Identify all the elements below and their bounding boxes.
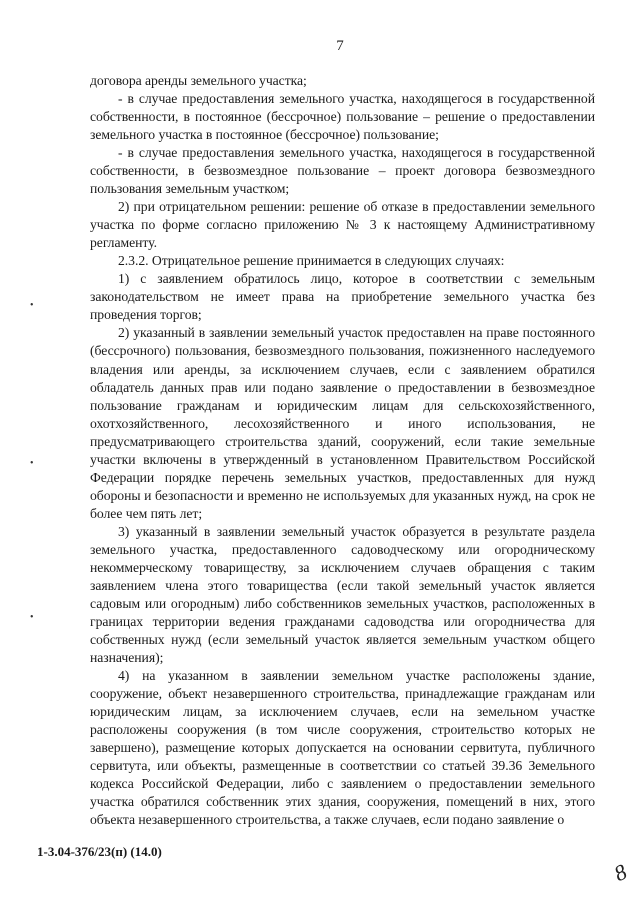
paragraph-6: 2) указанный в заявлении земельный участок предоставлен на праве постоянного (бессрочного) пользования, безвозмездного пользования, пожизненного наследуемого владения или аренды, за исключением случаев, если с заявлением обратился обладатель данных прав или подано заявление о предоставлении в безвозмездное пользование гражданам и юридическим лицам для сельскохозяйственного, охотхозяйственного, лесохозяйственного и иного использования, не предусматривающего строительства зданий, сооружений, если такие земельные участки включены в утвержденный в установленном Правительством Российской Федерации порядке перечень земельных участков, предоставленных для нужд обороны и безопасности и временно не используемых для указанных нужд, на срок не более чем пять лет; [90,325,595,521]
paragraph-5: 1) с заявлением обратилось лицо, которое в соответствии с земельным законодательством не имеет права на приобретение земельного участка без проведения торгов; [90,271,595,323]
paragraph-8: 4) на указанном в заявлении земельном участке расположены здание, сооружение, объект незавершенного строительства, принадлежащие гражданам или юридическим лицам, за исключением случаев, если на земельном участке расположены сооружения (в том числе сооружения, строительство которых не завершено), размещение которых допускается на основании сервитута, публичного сервитута, или объекты, размещенные в соответствии со статьей 39.36 Земельного кодекса Российской Федерации, либо с заявлением о предоставлении земельного участка обратился собственник этих здания, сооружения, помещений в них, этого объекта незавершенного строительства, а также случаев, если подано заявление о [90,668,595,828]
paragraph-1: - в случае предоставления земельного участка, находящегося в государственной собственности, в постоянное (бессрочное) пользование – решение о предоставлении земельного участка в постоянное (бессрочное) пользование; [90,91,595,143]
paragraph-3: 2) при отрицательном решении: решение об отказе в предоставлении земельного участка по форме согласно приложению № 3 к настоящему Административному регламенту. [90,199,595,251]
margin-mark: • [30,300,34,311]
paragraph-0: договора аренды земельного участка; [90,73,307,88]
margin-mark: • [30,458,34,469]
page-number: 7 [336,38,344,54]
document-code: 1-3.04-376/23(п) (14.0) [37,844,162,859]
margin-mark: • [30,612,34,623]
paragraph-2: - в случае предоставления земельного участка, находящегося в государственной собственности, в безвозмездное пользование – проект договора безвозмездного пользования земельным участком; [90,145,595,197]
paragraph-4: 2.3.2. Отрицательное решение принимается в следующих случаях: [118,253,505,269]
handwritten-mark-icon: 8 [610,858,631,887]
document-body [90,72,595,829]
paragraph-7: 3) указанный в заявлении земельный участок образуется в результате раздела земельного участка, предоставленного садоводческому или огородническому некоммерческому товариществу, за исключением случаев обращения с таким заявлением члена этого товарищества (если такой земельный участок является садовым или огородным) либо собственников земельных участков, расположенных в границах территории ведения гражданами садоводства или огородничества для собственных нужд (если земельный участок является земельным участком общего назначения); [90,523,595,665]
